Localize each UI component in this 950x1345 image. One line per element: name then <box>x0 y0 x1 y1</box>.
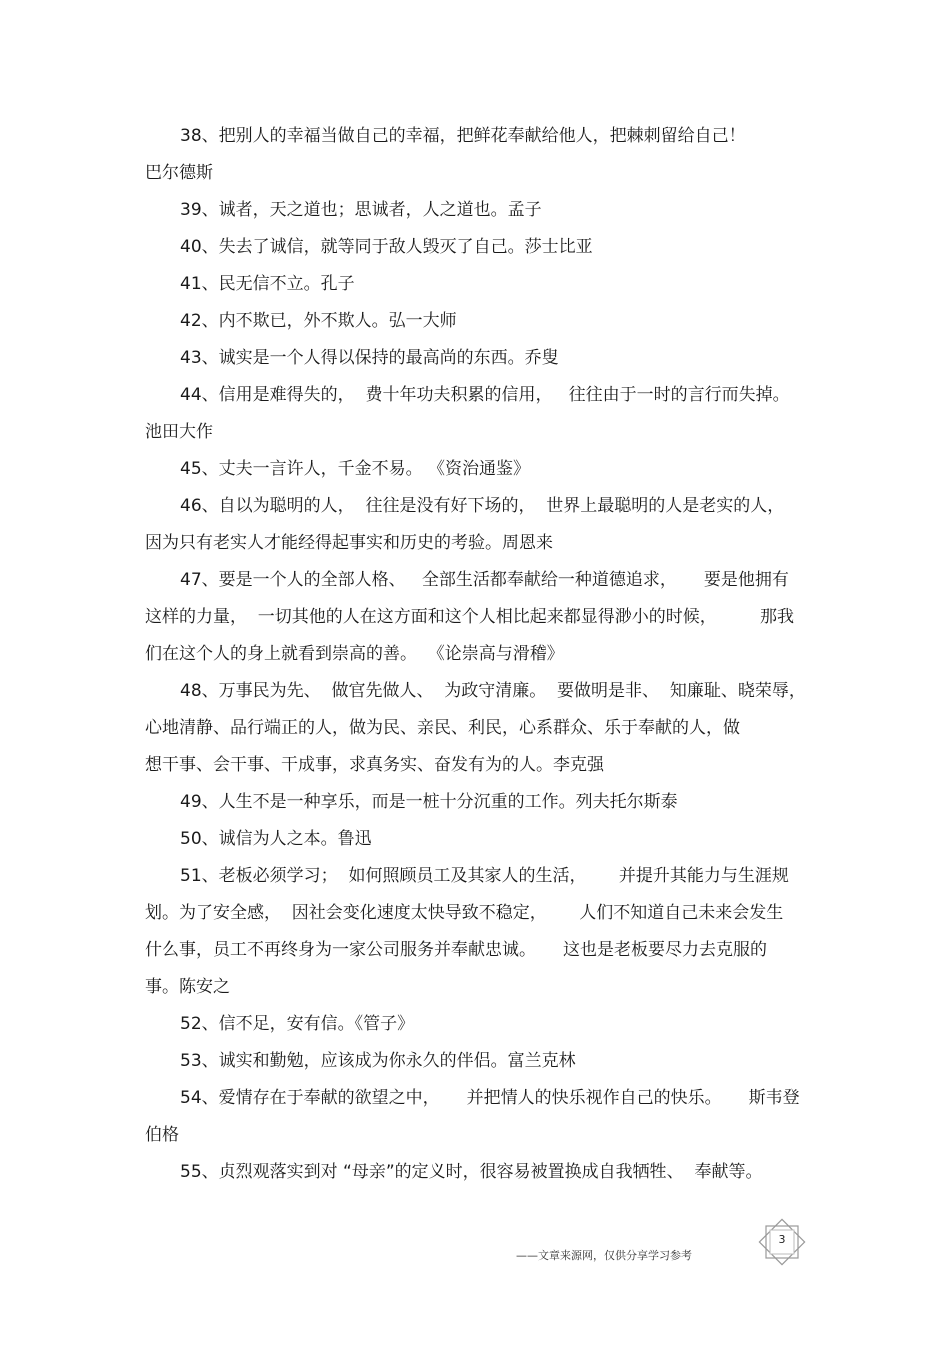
quote-line: 事。陈安之 <box>145 977 230 997</box>
quote-line: 们在这个人的身上就看到崇高的善。 《论崇高与滑稽》 <box>145 644 564 664</box>
quote-line: 因为只有老实人才能经得起事实和历史的考验。周恩来 <box>145 533 553 553</box>
quote-item <box>145 821 810 858</box>
quote-line: 39、诚者，天之道也；思诚者，人之道也。孟子 <box>180 200 542 220</box>
quote-line: 40、失去了诚信，就等同于敌人毁灭了自己。莎士比亚 <box>180 237 593 257</box>
quote-item <box>145 266 810 303</box>
quote-line: 伯格 <box>145 1125 179 1145</box>
quote-item <box>145 673 810 784</box>
quote-line: 50、诚信为人之本。鲁迅 <box>180 829 372 849</box>
quote-line: 46、自以为聪明的人， 往往是没有好下场的， 世界上最聪明的人是老实的人， <box>180 496 785 516</box>
quote-line: 52、信不足，安有信。《管子》 <box>180 1014 415 1034</box>
quote-item <box>145 377 810 451</box>
quote-line: 43、诚实是一个人得以保持的最高尚的东西。乔叟 <box>180 348 559 368</box>
quote-item <box>145 784 810 821</box>
quote-line: 54、爱情存在于奉献的欲望之中， 并把情人的快乐视作自己的快乐。 斯韦登 <box>180 1088 800 1108</box>
quote-line: 什么事，员工不再终身为一家公司服务并奉献忠诚。 这也是老板要尽力去克服的 <box>145 940 768 960</box>
quote-line: 45、丈夫一言许人，千金不易。 《资治通鉴》 <box>180 459 531 479</box>
quote-item <box>145 1043 810 1080</box>
quote-line: 心地清静、品行端正的人，做为民、亲民、利民，心系群众、乐于奉献的人，做 <box>145 718 740 738</box>
quote-item <box>145 488 810 562</box>
quote-line: 47、要是一个人的全部人格、 全部生活都奉献给一种道德追求， 要是他拥有 <box>180 570 789 590</box>
quote-line: 53、诚实和勤勉，应该成为你永久的伴侣。富兰克林 <box>180 1051 576 1071</box>
quote-item <box>145 562 810 673</box>
quote-item <box>145 1080 810 1154</box>
quote-line: 55、贞烈观落实到对 “母亲”的定义时，很容易被置换成自我牺牲、 奉献等。 <box>180 1162 763 1182</box>
page-number-badge <box>758 1218 806 1266</box>
quote-line: 51、老板必须学习； 如何照顾员工及其家人的生活， 并提升其能力与生涯规 <box>180 866 789 886</box>
quote-line: 划。为了安全感， 因社会变化速度太快导致不稳定， 人们不知道自己未来会发生 <box>145 903 784 923</box>
quote-list <box>145 118 810 1191</box>
quote-item <box>145 118 810 192</box>
footer-source-text: ——文章来源网，仅供分享学习参考 <box>516 1249 692 1262</box>
quote-item <box>145 303 810 340</box>
page-number: 3 <box>778 1233 786 1246</box>
quote-line: 想干事、会干事、干成事，求真务实、奋发有为的人。李克强 <box>145 755 604 775</box>
quote-line: 41、民无信不立。孔子 <box>180 274 355 294</box>
quote-line: 42、内不欺已，外不欺人。弘一大师 <box>180 311 457 331</box>
quote-line: 48、万事民为先、 做官先做人、 为政守清廉。 要做明是非、 知廉耻、晓荣辱， <box>180 681 806 701</box>
quote-item <box>145 340 810 377</box>
quote-line: 巴尔德斯 <box>145 163 213 183</box>
quote-item <box>145 451 810 488</box>
quote-item <box>145 229 810 266</box>
quote-item <box>145 1154 810 1191</box>
quote-line: 这样的力量， 一切其他的人在这方面和这个人相比起来都显得渺小的时候， 那我 <box>145 607 795 627</box>
quote-line: 38、把别人的幸福当做自己的幸福，把鲜花奉献给他人，把棘刺留给自己！ <box>180 126 746 146</box>
quote-line: 44、信用是难得失的， 费十年功夫积累的信用， 往往由于一时的言行而失掉。 <box>180 385 790 405</box>
quote-line: 49、人生不是一种享乐，而是一桩十分沉重的工作。列夫托尔斯泰 <box>180 792 678 812</box>
quote-line: 池田大作 <box>145 422 213 442</box>
quote-item <box>145 192 810 229</box>
quote-item <box>145 858 810 1006</box>
quote-item <box>145 1006 810 1043</box>
